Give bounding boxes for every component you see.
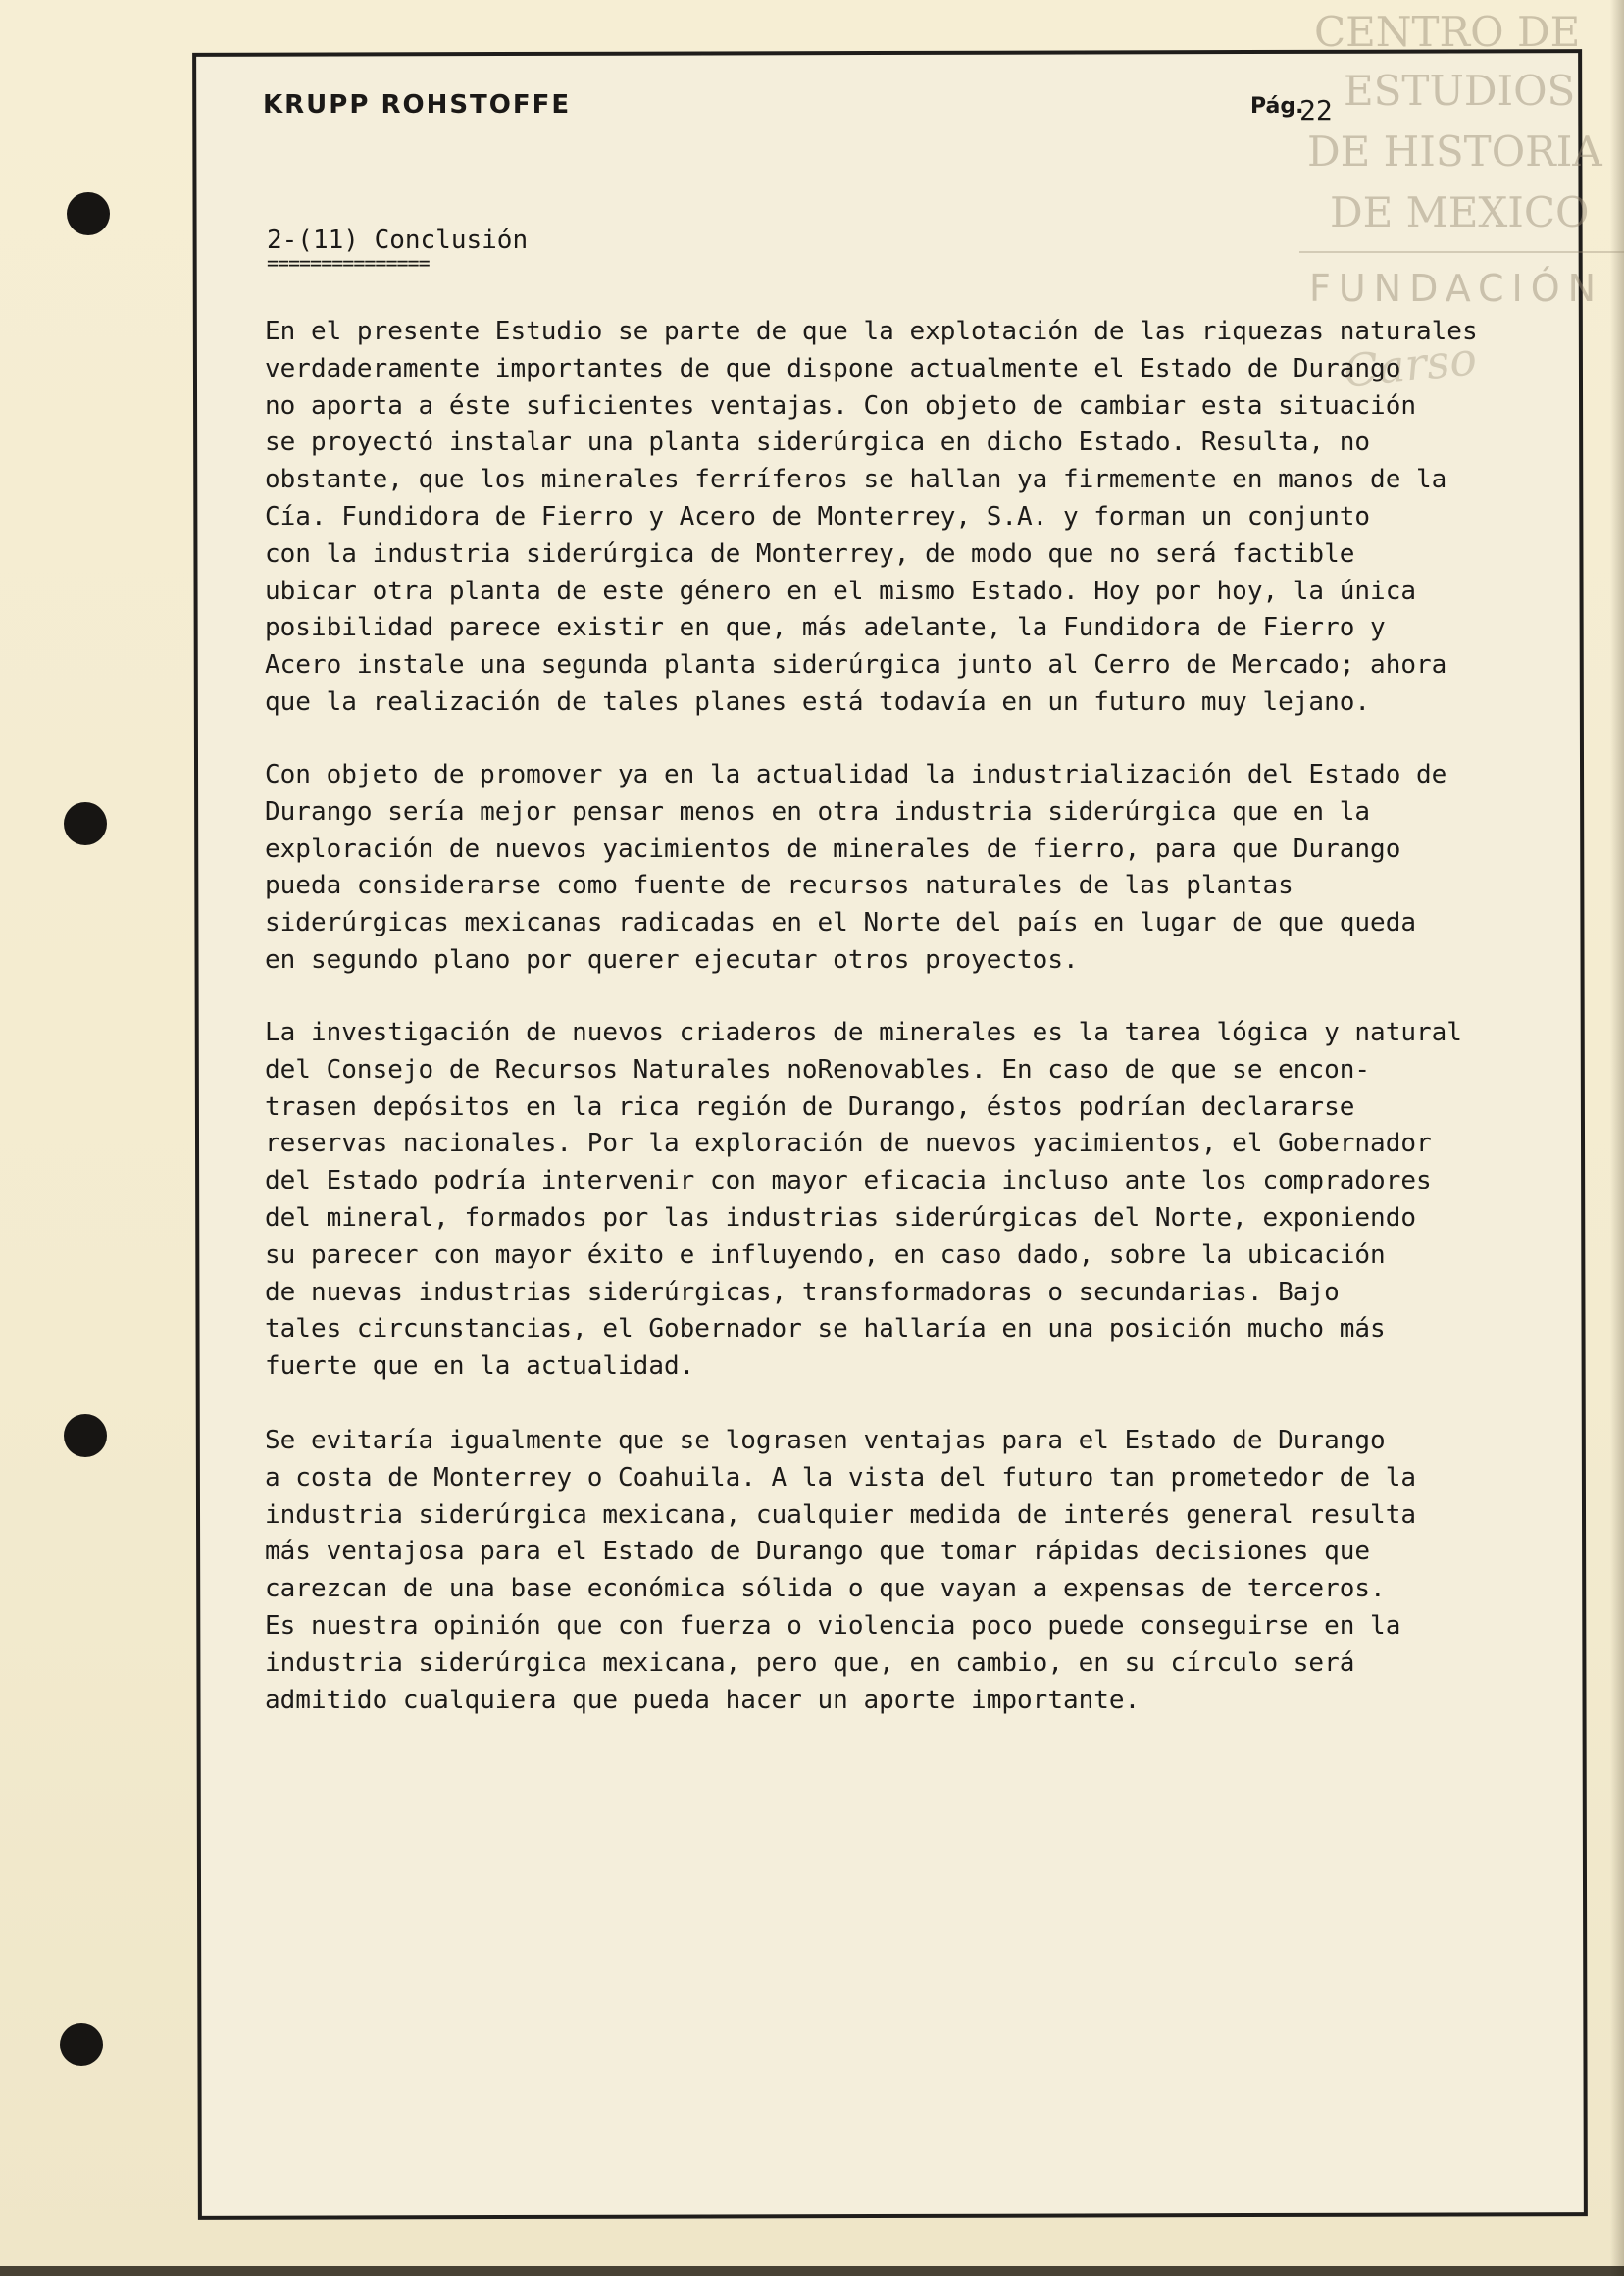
archive-watermark-line: CENTRO DE [1314, 8, 1581, 56]
heading-underline: =============== [267, 251, 430, 275]
page-bottom-edge [0, 2266, 1624, 2276]
watermark-divider [1299, 251, 1624, 253]
body-paragraph: Se evitaría igualmente que se lograsen ventajas para el Estado de Durango a costa de Monterrey o Coahuila. A la vista del futuro tan prometedor de la industria siderúrgica mexicana, cualquier medida de interés general resulta más ventajosa para el Estado de Durango que tomar rápidas decisiones que carezcan de una base económica sólida o que vayan a expensas de terceros. Es nuestra opinión que con fuerza o violencia poco puede conseguirse en la industria siderúrgica mexicana, pero que, en cambio, en su círculo será admitido cualquiera que pueda hacer un aporte importante. [265, 1426, 1416, 1715]
binder-hole [60, 2023, 103, 2066]
body-paragraph: En el presente Estudio se parte de que la explotación de las riquezas naturales verdaderamente importantes de que dispone actualmente el Estado de Durango no aporta a éste suficientes ventajas. Con objeto de cambiar esta situación se proyectó instalar una planta siderúrgica en dicho Estado. Resulta, no obstante, que los minerales ferríferos se hallan ya firmemente en manos de la Cía. Fundidora de Fierro y Acero de Monterrey, S.A. y forman un conjunto con la industria siderúrgica de Monterrey, de modo que no será factible ubicar otra planta de este género en el mismo Estado. Hoy por hoy, la única posibilidad parece existir en que, más adelante, la Fundidora de Fierro y Acero instale una segunda planta siderúrgica junto al Cerro de Mercado; ahora que la realización de tales planes está todavía en un futuro muy lejano. [265, 317, 1478, 717]
archive-watermark-line: ESTUDIOS [1344, 67, 1576, 115]
page-edge-shadow [1610, 0, 1624, 2276]
archive-watermark-line: FUNDACIÓN [1309, 267, 1604, 310]
archive-watermark-line: DE HISTORIA [1307, 127, 1602, 176]
body-paragraph: La investigación de nuevos criaderos de minerales es la tarea lógica y natural del Consejo de Recursos Naturales noRenovables. En caso de que se encon- trasen depósitos en la rica región de Durango, éstos podrían declararse reservas nacionales. Por la exploración de nuevos yacimientos, el Gobernador del Estado podría intervenir con mayor eficacia incluso ante los compradores del mineral, formados por las industrias siderúrgicas del Norte, exponiendo su parecer con mayor éxito e influyendo, en caso dado, sobre la ubicación de nuevas industrias siderúrgicas, transformadoras o secundarias. Bajo tales circunstancias, el Gobernador se hallaría en una posición mucho más fuerte que en la actualidad. [265, 1018, 1462, 1382]
body-paragraph: Con objeto de promover ya en la actualidad la industrialización del Estado de Durango sería mejor pensar menos en otra industria siderúrgica que en la exploración de nuevos yacimientos de minerales de fierro, para que Durango pueda considerarse como fuente de recursos naturales de las plantas siderúrgicas mexicanas radicadas en el Norte del país en lugar de que queda en segundo plano por querer ejecutar otros proyectos. [265, 760, 1447, 975]
section-heading: 2-(11) Conclusión [267, 226, 529, 255]
binder-hole [67, 192, 110, 235]
binder-hole [64, 802, 107, 845]
page-label: Pág. [1250, 94, 1304, 119]
archive-watermark-line: DE MEXICO [1330, 188, 1590, 236]
binder-hole [64, 1414, 107, 1457]
watermark-signature: Carso [1341, 331, 1480, 398]
page-number: 22 [1299, 94, 1333, 126]
company-letterhead: KRUPP ROHSTOFFE [263, 90, 572, 120]
